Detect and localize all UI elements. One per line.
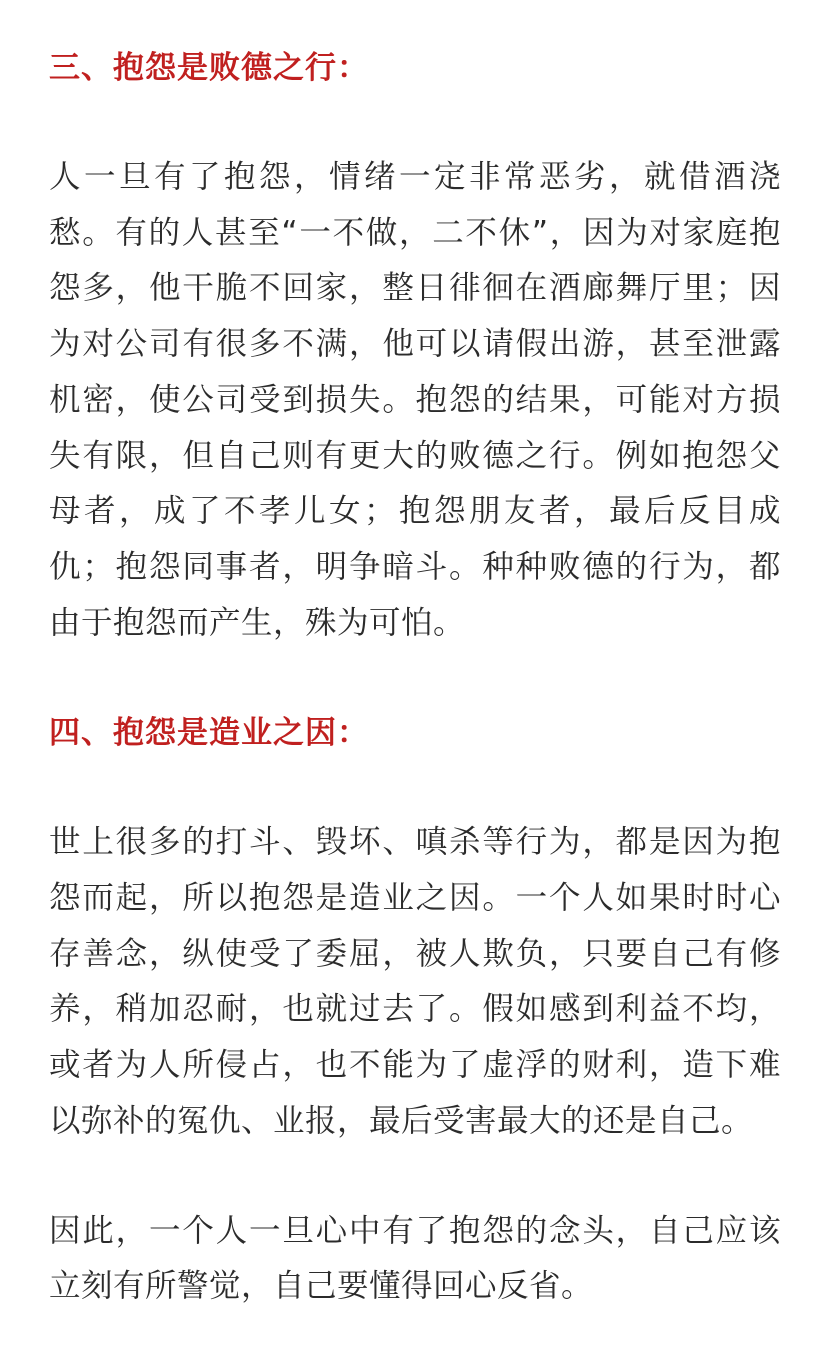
- article-body: [49, 40, 781, 1315]
- section-heading-4: 四、抱怨是造业之因：: [49, 715, 369, 752]
- section-3-paragraph: 人一旦有了抱怨，情绪一定非常恶劣，就借酒浇愁。有的人甚至“一不做，二不休”，因为对家庭抱怨多，他干脆不回家，整日徘徊在酒廊舞厅里；因为对公司有很多不满，他可以请假出游，甚至泄露机密，使公司受到损失。抱怨的结果，可能对方损失有限，但自己则有更大的败德之行。例如抱怨父母者，成了不孝儿女；抱怨朋友者，最后反目成仇；抱怨同事者，明争暗斗。种种败德的行为，都由于抱怨而产生，殊为可怕。: [49, 159, 781, 641]
- section-4-paragraph-2: 因此，一个人一旦心中有了抱怨的念头，自己应该立刻有所警觉，自己要懂得回心反省。: [49, 1212, 781, 1305]
- section-4-paragraph-1: 世上很多的打斗、毁坏、嗔杀等行为，都是因为抱怨而起，所以抱怨是造业之因。一个人如果时时心存善念，纵使受了委屈，被人欺负，只要自己有修养，稍加忍耐，也就过去了。假如感到利益不均，或者为人所侵占，也不能为了虚浮的财利，造下难以弥补的冤仇、业报，最后受害最大的还是自己。: [49, 824, 781, 1139]
- section-heading-3: 三、抱怨是败德之行：: [49, 50, 369, 86]
